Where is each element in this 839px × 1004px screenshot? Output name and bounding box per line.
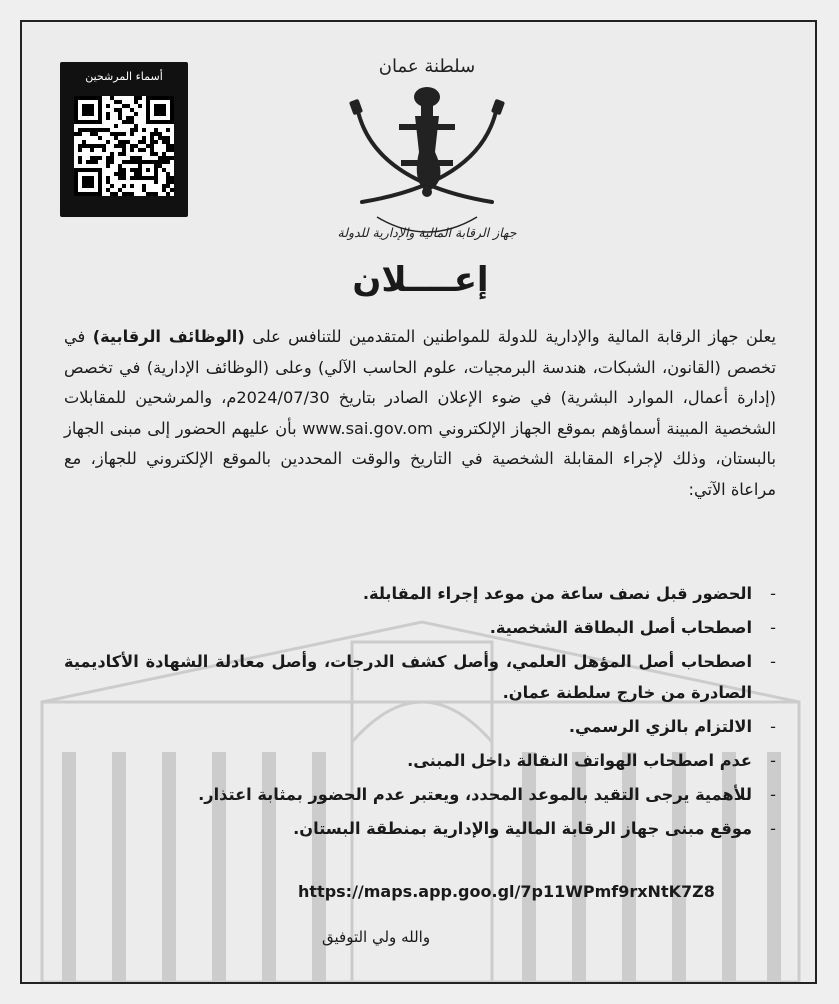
requirements-list	[64, 578, 776, 847]
qr-code-icon[interactable]	[74, 96, 174, 196]
list-item: - عدم اصطحاب الهواتف النقالة داخل المبنى.	[407, 751, 776, 770]
emblem-top-text: سلطنة عمان	[378, 56, 476, 77]
list-item: - الحضور قبل نصف ساعة من موعد إجراء المقابلة.	[362, 584, 776, 603]
list-item: - اصطحاب أصل المؤهل العلمي، وأصل كشف الدرجات، وأصل معادلة الشهادة الأكاديمية الصادرة من خارج سلطنة عمان.	[64, 652, 776, 702]
list-item-text: اصطحاب أصل المؤهل العلمي، وأصل كشف الدرجات، وأصل معادلة الشهادة الأكاديمية الصادرة من خارج سلطنة عمان.	[64, 652, 752, 702]
closing-text: والله ولي التوفيق	[322, 928, 431, 946]
list-item: - اصطحاب أصل البطاقة الشخصية.	[489, 618, 776, 637]
intro-bold-part: (الوظائف الرقابية)	[92, 327, 245, 346]
announcement-title: إعــــلان	[352, 260, 489, 300]
emblem-bottom-text: جهاز الرقابة المالية والإدارية للدولة	[337, 225, 517, 240]
list-item-text: للأهمية يرجى التقيد بالموعد المحدد، ويعتبر عدم الحضور بمثابة اعتذار.	[198, 785, 752, 804]
list-item-text: عدم اصطحاب الهواتف النقالة داخل المبنى.	[407, 751, 752, 770]
intro-part-1: يعلن جهاز الرقابة المالية والإدارية للدولة للمواطنين المتقدمين للتنافس على	[244, 327, 776, 346]
announcement-intro	[64, 322, 776, 505]
list-item-text: الالتزام بالزي الرسمي.	[568, 717, 752, 736]
list-item: - للأهمية يرجى التقيد بالموعد المحدد، ويعتبر عدم الحضور بمثابة اعتذار.	[198, 785, 776, 804]
intro-part-2: في تخصص (القانون، الشبكات، هندسة البرمجيات، علوم الحاسب الآلي) وعلى (الوظائف الإدارية) في تخصص (إدارة أعمال، الموارد البشرية) في ضوء الإعلان الصادر بتاريخ 2024/07/30م، والمرشحين للمقابلات الشخصية المبينة أسماؤهم بموقع الجهاز الإلكتروني www.sai.gov.om بأن عليهم الحضور إلى مبنى الجهاز بالبستان، وذلك لإجراء المقابلة الشخصية في التاريخ والوقت المحددين بالموقع الإلكتروني للجهاز، مع مراعاة الآتي:	[64, 327, 776, 499]
oman-emblem-logo	[317, 42, 537, 247]
map-link[interactable]: https://maps.app.goo.gl/7p11WPmf9rxNtK7Z8	[298, 882, 715, 901]
list-item-text: موقع مبنى جهاز الرقابة المالية والإدارية بمنطقة البستان.	[293, 819, 752, 838]
list-item-text: الحضور قبل نصف ساعة من موعد إجراء المقابلة.	[362, 584, 752, 603]
list-item-text: اصطحاب أصل البطاقة الشخصية.	[489, 618, 752, 637]
qr-code-panel[interactable]	[60, 62, 188, 217]
list-item: - موقع مبنى جهاز الرقابة المالية والإدارية بمنطقة البستان.	[293, 819, 776, 838]
announcement-frame	[20, 20, 817, 984]
qr-caption: أسماء المرشحين	[85, 70, 163, 83]
list-item: - الالتزام بالزي الرسمي.	[568, 717, 776, 736]
